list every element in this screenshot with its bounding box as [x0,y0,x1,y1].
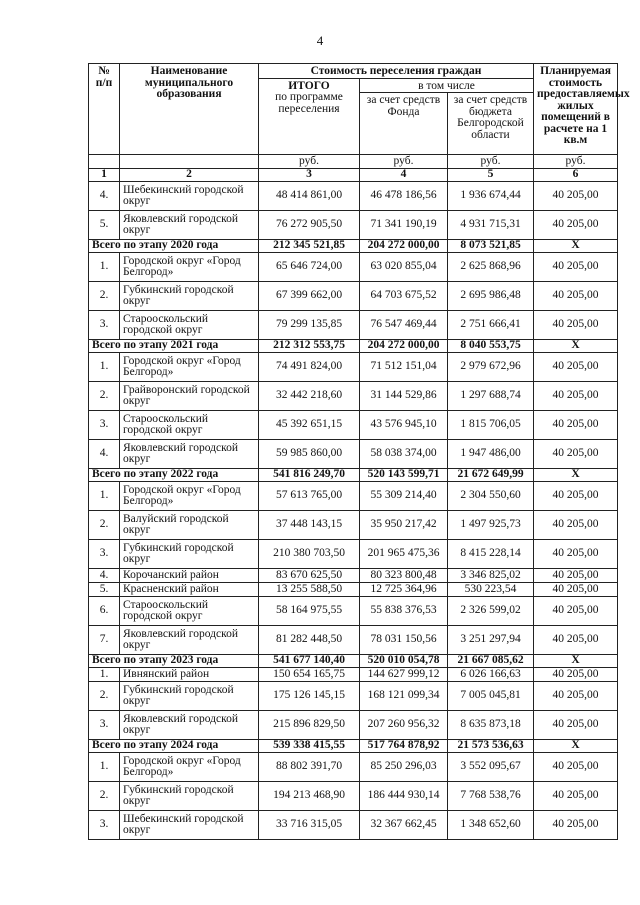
price-per-sqm: 40 205,00 [534,682,618,711]
table-row [89,668,618,682]
stage-total-budget: 8 073 521,85 [448,240,534,253]
budget-cost: 4 931 715,31 [448,211,534,240]
row-number: 3. [89,540,120,569]
table-row [89,583,618,597]
unit-total: руб. [259,155,360,169]
table-row [89,626,618,655]
budget-cost: 1 947 486,00 [448,440,534,469]
fund-cost: 58 038 374,00 [360,440,448,469]
table-row [89,282,618,311]
table-row [89,569,618,583]
price-per-sqm: 40 205,00 [534,626,618,655]
budget-cost: 8 415 228,14 [448,540,534,569]
header-name: Наименование муниципального образования [120,64,259,155]
stage-total-row [89,340,618,353]
fund-cost: 46 478 186,56 [360,182,448,211]
fund-cost: 35 950 217,42 [360,511,448,540]
fund-cost: 144 627 999,12 [360,668,448,682]
header-cost: Стоимость переселения граждан [259,64,534,79]
municipality-name: Старооскольский городской округ [120,411,259,440]
price-per-sqm: 40 205,00 [534,753,618,782]
stage-total-row [89,240,618,253]
table-row [89,511,618,540]
stage-total-sum: 212 345 521,85 [259,240,360,253]
budget-cost: 1 815 706,05 [448,411,534,440]
fund-cost: 32 367 662,45 [360,811,448,840]
table-row [89,597,618,626]
fund-cost: 43 576 945,10 [360,411,448,440]
municipality-name: Губкинский городской округ [120,282,259,311]
total-cost: 48 414 861,00 [259,182,360,211]
municipality-name: Шебекинский городской округ [120,182,259,211]
price-per-sqm: 40 205,00 [534,482,618,511]
budget-cost: 1 497 925,73 [448,511,534,540]
stage-total-row [89,740,618,753]
stage-total-budget: 21 667 085,62 [448,655,534,668]
municipality-name: Валуйский городской округ [120,511,259,540]
fund-cost: 201 965 475,36 [360,540,448,569]
total-cost: 194 213 468,90 [259,782,360,811]
price-per-sqm: 40 205,00 [534,569,618,583]
budget-cost: 2 625 868,96 [448,253,534,282]
price-per-sqm: 40 205,00 [534,440,618,469]
total-cost: 175 126 145,15 [259,682,360,711]
header-total-sub: по программе переселения [275,91,343,115]
row-number: 1. [89,353,120,382]
budget-cost: 3 251 297,94 [448,626,534,655]
price-per-sqm: 40 205,00 [534,182,618,211]
municipality-name: Городской округ «Город Белгород» [120,353,259,382]
stage-total-budget: 21 573 536,63 [448,740,534,753]
row-number: 2. [89,682,120,711]
row-number: 2. [89,382,120,411]
row-number: 1. [89,668,120,682]
fund-cost: 80 323 800,48 [360,569,448,583]
price-per-sqm: 40 205,00 [534,711,618,740]
column-numbers-row [89,169,618,182]
budget-cost: 7 005 045,81 [448,682,534,711]
municipality-name: Корочанский район [120,569,259,583]
stage-total-price: Х [534,655,618,668]
stage-total-sum: 541 677 140,40 [259,655,360,668]
municipality-name: Ивнянский район [120,668,259,682]
price-per-sqm: 40 205,00 [534,782,618,811]
stage-total-price: Х [534,240,618,253]
municipality-name: Грайворонский городской округ [120,382,259,411]
table-row [89,811,618,840]
budget-cost: 2 326 599,02 [448,597,534,626]
stage-total-price: Х [534,340,618,353]
fund-cost: 207 260 956,32 [360,711,448,740]
header-fund: за счет средств Фонда [360,93,448,155]
total-cost: 59 985 860,00 [259,440,360,469]
total-cost: 79 299 135,85 [259,311,360,340]
total-cost: 150 654 165,75 [259,668,360,682]
total-cost: 58 164 975,55 [259,597,360,626]
stage-total-sum: 212 312 553,75 [259,340,360,353]
fund-cost: 12 725 364,96 [360,583,448,597]
municipality-name: Яковлевский городской округ [120,440,259,469]
column-number: 1 [89,169,120,182]
stage-total-fund: 520 143 599,71 [360,469,448,482]
row-number: 2. [89,511,120,540]
stage-total-sum: 539 338 415,55 [259,740,360,753]
header-budget: за счет средств бюджета Белгородской области [448,93,534,155]
municipality-name: Городской округ «Город Белгород» [120,753,259,782]
unit-empty-2 [120,155,259,169]
column-number: 2 [120,169,259,182]
fund-cost: 64 703 675,52 [360,282,448,311]
fund-cost: 55 838 376,53 [360,597,448,626]
row-number: 3. [89,411,120,440]
fund-cost: 186 444 930,14 [360,782,448,811]
table-row [89,253,618,282]
price-per-sqm: 40 205,00 [534,311,618,340]
column-number: 3 [259,169,360,182]
row-number: 6. [89,597,120,626]
municipality-name: Яковлевский городской округ [120,626,259,655]
budget-cost: 530 223,54 [448,583,534,597]
municipality-name: Яковлевский городской округ [120,211,259,240]
row-number: 3. [89,711,120,740]
total-cost: 45 392 651,15 [259,411,360,440]
total-cost: 57 613 765,00 [259,482,360,511]
price-per-sqm: 40 205,00 [534,382,618,411]
total-cost: 13 255 588,50 [259,583,360,597]
stage-total-label: Всего по этапу 2024 года [89,740,259,753]
table-row [89,211,618,240]
total-cost: 83 670 625,50 [259,569,360,583]
budget-cost: 3 552 095,67 [448,753,534,782]
budget-cost: 1 936 674,44 [448,182,534,211]
municipality-name: Яковлевский городской округ [120,711,259,740]
municipality-name: Красненский район [120,583,259,597]
price-per-sqm: 40 205,00 [534,511,618,540]
total-cost: 37 448 143,15 [259,511,360,540]
row-number: 4. [89,440,120,469]
row-number: 3. [89,311,120,340]
fund-cost: 78 031 150,56 [360,626,448,655]
municipality-name: Городской округ «Город Белгород» [120,253,259,282]
stage-total-row [89,655,618,668]
header-total [259,78,360,155]
stage-total-sum: 541 816 249,70 [259,469,360,482]
total-cost: 88 802 391,70 [259,753,360,782]
budget-cost: 2 695 986,48 [448,282,534,311]
table-row [89,782,618,811]
stage-total-label: Всего по этапу 2021 года [89,340,259,353]
total-cost: 76 272 905,50 [259,211,360,240]
municipality-name: Губкинский городской округ [120,682,259,711]
header-total-title: ИТОГО [288,79,330,92]
budget-cost: 3 346 825,02 [448,569,534,583]
row-number: 2. [89,782,120,811]
fund-cost: 85 250 296,03 [360,753,448,782]
stage-total-price: Х [534,469,618,482]
row-number: 1. [89,753,120,782]
row-number: 5. [89,211,120,240]
unit-fund: руб. [360,155,448,169]
table-row [89,711,618,740]
price-per-sqm: 40 205,00 [534,583,618,597]
table-row [89,382,618,411]
price-per-sqm: 40 205,00 [534,253,618,282]
price-per-sqm: 40 205,00 [534,811,618,840]
table-row [89,440,618,469]
resettlement-cost-table [88,63,630,840]
budget-cost: 1 297 688,74 [448,382,534,411]
row-number: 4. [89,569,120,583]
row-number: 7. [89,626,120,655]
municipality-name: Губкинский городской округ [120,540,259,569]
row-number: 4. [89,182,120,211]
budget-cost: 1 348 652,60 [448,811,534,840]
row-number: 1. [89,253,120,282]
stage-total-budget: 8 040 553,75 [448,340,534,353]
stage-total-label: Всего по этапу 2022 года [89,469,259,482]
fund-cost: 63 020 855,04 [360,253,448,282]
price-per-sqm: 40 205,00 [534,540,618,569]
price-per-sqm: 40 205,00 [534,211,618,240]
municipality-name: Шебекинский городской округ [120,811,259,840]
stage-total-fund: 520 010 054,78 [360,655,448,668]
stage-total-fund: 204 272 000,00 [360,240,448,253]
total-cost: 215 896 829,50 [259,711,360,740]
stage-total-row [89,469,618,482]
total-cost: 33 716 315,05 [259,811,360,840]
total-cost: 65 646 724,00 [259,253,360,282]
header-including: в том числе [360,78,534,93]
row-number: 5. [89,583,120,597]
total-cost: 74 491 824,00 [259,353,360,382]
fund-cost: 76 547 469,44 [360,311,448,340]
price-per-sqm: 40 205,00 [534,668,618,682]
table-row [89,353,618,382]
table-row [89,482,618,511]
budget-cost: 8 635 873,18 [448,711,534,740]
price-per-sqm: 40 205,00 [534,411,618,440]
column-number: 5 [448,169,534,182]
stage-total-fund: 204 272 000,00 [360,340,448,353]
column-number: 6 [534,169,618,182]
fund-cost: 71 512 151,04 [360,353,448,382]
row-number: 3. [89,811,120,840]
fund-cost: 71 341 190,19 [360,211,448,240]
budget-cost: 2 751 666,41 [448,311,534,340]
stage-total-fund: 517 764 878,92 [360,740,448,753]
municipality-name: Старооскольский городской округ [120,311,259,340]
budget-cost: 2 304 550,60 [448,482,534,511]
header-planned: Планируемая стоимость предоставляемых жилых помещений в расчете на 1 кв.м [534,64,618,155]
table-row [89,182,618,211]
budget-cost: 2 979 672,96 [448,353,534,382]
row-number: 1. [89,482,120,511]
total-cost: 32 442 218,60 [259,382,360,411]
column-number: 4 [360,169,448,182]
header-no: № п/п [89,64,120,155]
budget-cost: 7 768 538,76 [448,782,534,811]
budget-cost: 6 026 166,63 [448,668,534,682]
unit-empty-1 [89,155,120,169]
stage-total-label: Всего по этапу 2023 года [89,655,259,668]
table-row [89,682,618,711]
price-per-sqm: 40 205,00 [534,597,618,626]
table-row [89,411,618,440]
stage-total-label: Всего по этапу 2020 года [89,240,259,253]
municipality-name: Губкинский городской округ [120,782,259,811]
total-cost: 67 399 662,00 [259,282,360,311]
stage-total-budget: 21 672 649,99 [448,469,534,482]
page-number: 4 [316,33,324,48]
stage-total-price: Х [534,740,618,753]
fund-cost: 55 309 214,40 [360,482,448,511]
fund-cost: 168 121 099,34 [360,682,448,711]
municipality-name: Старооскольский городской округ [120,597,259,626]
fund-cost: 31 144 529,86 [360,382,448,411]
table-row [89,540,618,569]
total-cost: 210 380 703,50 [259,540,360,569]
table-row [89,311,618,340]
unit-budget: руб. [448,155,534,169]
table-row [89,753,618,782]
total-cost: 81 282 448,50 [259,626,360,655]
price-per-sqm: 40 205,00 [534,282,618,311]
unit-price: руб. [534,155,618,169]
municipality-name: Городской округ «Город Белгород» [120,482,259,511]
row-number: 2. [89,282,120,311]
price-per-sqm: 40 205,00 [534,353,618,382]
